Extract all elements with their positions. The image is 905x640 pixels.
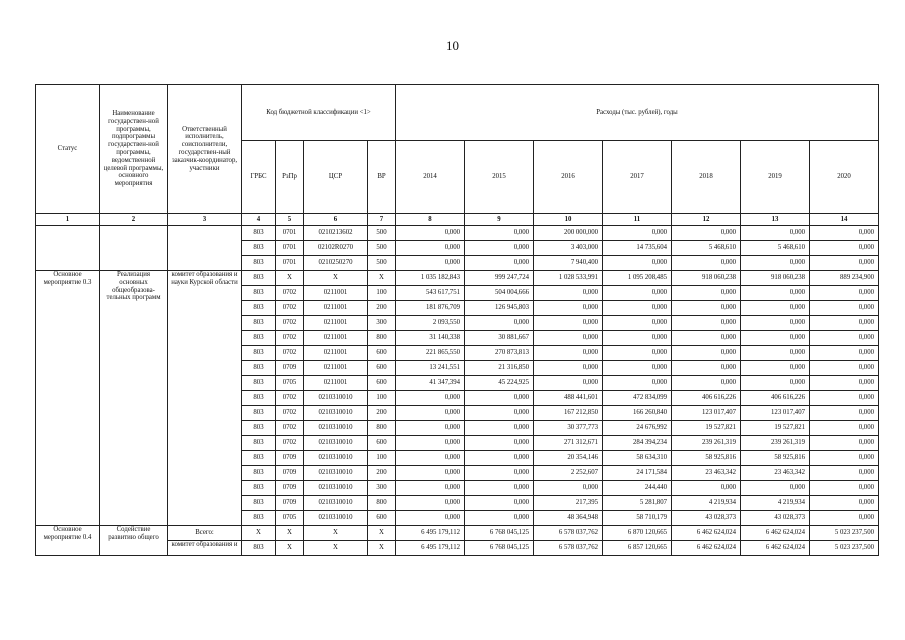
cell-csr: 02102R0270 (304, 241, 368, 256)
cell-rzpr: 0705 (276, 511, 304, 526)
cell-amount: 45 224,925 (465, 376, 534, 391)
cell-amount: 2 252,607 (534, 466, 603, 481)
cell-amount: 5 023 237,500 (810, 526, 879, 541)
cell-csr: 0210310010 (304, 451, 368, 466)
cell-amount: 0,000 (741, 331, 810, 346)
cell-amount: 5 468,610 (741, 241, 810, 256)
cell-vr: 600 (368, 346, 396, 361)
group-name: Содействие развитию общего (100, 526, 168, 556)
cell-amount: 6 462 624,024 (672, 541, 741, 556)
header-budget-code: Код бюджетной классификации <1> (242, 85, 396, 141)
cell-amount: 0,000 (603, 226, 672, 241)
cell-amount: 19 527,821 (741, 421, 810, 436)
cell-vr: X (368, 541, 396, 556)
cell-amount: 0,000 (396, 241, 465, 256)
cell-vr: 100 (368, 286, 396, 301)
cell-amount: 221 865,550 (396, 346, 465, 361)
cell-amount: 123 017,407 (741, 406, 810, 421)
cell-csr: 0210310010 (304, 391, 368, 406)
cell-amount: 58 925,816 (741, 451, 810, 466)
cell-csr: 0210310010 (304, 436, 368, 451)
column-number: 4 (242, 214, 276, 226)
cell-amount: 0,000 (672, 256, 741, 271)
cell-vr: X (368, 526, 396, 541)
cell-rzpr: 0701 (276, 226, 304, 241)
cell-amount: 0,000 (810, 241, 879, 256)
cell-amount: 0,000 (810, 481, 879, 496)
cell-grbs: 803 (242, 451, 276, 466)
cell-amount: 0,000 (741, 286, 810, 301)
cell-amount: 406 616,226 (672, 391, 741, 406)
cell-amount: 0,000 (741, 361, 810, 376)
cell-amount: 6 857 120,665 (603, 541, 672, 556)
cell-amount: 0,000 (810, 376, 879, 391)
cell-amount: 6 462 624,024 (672, 526, 741, 541)
cell-amount: 0,000 (396, 481, 465, 496)
cell-csr: 0210213602 (304, 226, 368, 241)
column-number: 10 (534, 214, 603, 226)
group-name: Реализация основных общеобразова-тельных программ (100, 271, 168, 526)
cell-vr: 800 (368, 496, 396, 511)
cell-amount: 0,000 (672, 226, 741, 241)
cell-amount: 0,000 (534, 346, 603, 361)
header-program-name: Наименование государствен-ной программы, подпрограммы государствен-ной программы, ведомственной целевой программы, основного мероприятия (100, 85, 168, 214)
cell-amount: 0,000 (672, 331, 741, 346)
header-year: 2015 (465, 141, 534, 214)
column-number: 14 (810, 214, 879, 226)
cell-csr: 0211001 (304, 286, 368, 301)
cell-amount: 0,000 (465, 421, 534, 436)
cell-amount: 0,000 (465, 466, 534, 481)
cell-amount: 2 093,550 (396, 316, 465, 331)
cell-amount: 13 241,551 (396, 361, 465, 376)
cell-amount: 0,000 (534, 316, 603, 331)
cell-rzpr: 0702 (276, 316, 304, 331)
cell-amount: 6 578 037,762 (534, 541, 603, 556)
cell-amount: 0,000 (672, 286, 741, 301)
cell-amount: 6 495 179,112 (396, 541, 465, 556)
cell-amount: 504 004,666 (465, 286, 534, 301)
cell-amount: 0,000 (741, 481, 810, 496)
cell-amount: 0,000 (810, 331, 879, 346)
cell-amount: 0,000 (465, 451, 534, 466)
group-executor-total: Всего: (168, 526, 242, 541)
group-status: Основное мероприятие 0.3 (36, 271, 100, 526)
cell-amount: 41 347,394 (396, 376, 465, 391)
cell-grbs: 803 (242, 466, 276, 481)
cell-amount: 0,000 (534, 361, 603, 376)
cell-amount: 406 616,226 (741, 391, 810, 406)
column-number: 2 (100, 214, 168, 226)
cell-amount: 23 463,342 (672, 466, 741, 481)
cell-amount: 0,000 (741, 346, 810, 361)
cell-amount: 6 870 120,665 (603, 526, 672, 541)
cell-amount: 24 676,992 (603, 421, 672, 436)
cell-rzpr: 0702 (276, 406, 304, 421)
cell-amount: 0,000 (672, 346, 741, 361)
cell-amount: 0,000 (603, 256, 672, 271)
cell-csr: 0210310010 (304, 466, 368, 481)
cell-rzpr: 0702 (276, 436, 304, 451)
cell-amount: 0,000 (396, 436, 465, 451)
header-year: 2014 (396, 141, 465, 214)
cell-amount: 5 468,610 (672, 241, 741, 256)
cell-amount: 6 462 624,024 (741, 541, 810, 556)
header-status: Статус (36, 85, 100, 214)
cell-rzpr: 0701 (276, 256, 304, 271)
cell-amount: 0,000 (465, 511, 534, 526)
cell-amount: 167 212,850 (534, 406, 603, 421)
cell-grbs: 803 (242, 481, 276, 496)
cell-vr: 300 (368, 481, 396, 496)
cell-amount: 0,000 (741, 256, 810, 271)
cell-csr: 0210310010 (304, 511, 368, 526)
cell-amount: 0,000 (810, 286, 879, 301)
cell-grbs: 803 (242, 346, 276, 361)
column-number: 11 (603, 214, 672, 226)
cell-vr: 200 (368, 466, 396, 481)
column-number: 9 (465, 214, 534, 226)
cell-amount: 6 768 045,125 (465, 541, 534, 556)
cell-rzpr: 0702 (276, 301, 304, 316)
cell-amount: 123 017,407 (672, 406, 741, 421)
cell-grbs: 803 (242, 361, 276, 376)
cell-rzpr: 0709 (276, 361, 304, 376)
column-number: 7 (368, 214, 396, 226)
cell-amount: 0,000 (672, 361, 741, 376)
cell-rzpr: 0702 (276, 286, 304, 301)
cell-amount: 0,000 (603, 361, 672, 376)
cell-vr: 800 (368, 331, 396, 346)
cell-amount: 270 873,813 (465, 346, 534, 361)
cell-amount: 58 925,816 (672, 451, 741, 466)
cell-rzpr: 0702 (276, 346, 304, 361)
cell-amount: 271 312,671 (534, 436, 603, 451)
cell-amount: 217,395 (534, 496, 603, 511)
cell-grbs: 803 (242, 331, 276, 346)
cell-amount: 7 940,400 (534, 256, 603, 271)
cell-rzpr: 0709 (276, 451, 304, 466)
empty-cell (36, 226, 100, 271)
cell-amount: 43 028,373 (741, 511, 810, 526)
cell-amount: 0,000 (810, 346, 879, 361)
group-executor: комитет образования и науки Курской области (168, 271, 242, 526)
cell-grbs: 803 (242, 286, 276, 301)
cell-amount: 0,000 (534, 331, 603, 346)
cell-csr: X (304, 541, 368, 556)
cell-amount: 0,000 (465, 406, 534, 421)
cell-amount: 0,000 (465, 436, 534, 451)
cell-amount: 6 578 037,762 (534, 526, 603, 541)
cell-csr: 0211001 (304, 316, 368, 331)
cell-vr: 200 (368, 406, 396, 421)
cell-amount: 0,000 (396, 451, 465, 466)
cell-amount: 0,000 (396, 226, 465, 241)
cell-vr: 600 (368, 436, 396, 451)
cell-amount: 3 403,000 (534, 241, 603, 256)
cell-rzpr: 0709 (276, 481, 304, 496)
header-executor: Ответственный исполнитель, соисполнители, государствен-ный заказчик-координатор, участники (168, 85, 242, 214)
header-year: 2016 (534, 141, 603, 214)
cell-amount: 0,000 (465, 256, 534, 271)
cell-amount: 0,000 (396, 496, 465, 511)
group-executor: комитет образования и (168, 541, 242, 556)
cell-amount: 0,000 (396, 406, 465, 421)
cell-vr: X (368, 271, 396, 286)
header-csr: ЦСР (304, 141, 368, 214)
column-number: 6 (304, 214, 368, 226)
cell-amount: 0,000 (810, 511, 879, 526)
cell-csr: 0211001 (304, 331, 368, 346)
cell-amount: 1 035 182,843 (396, 271, 465, 286)
cell-amount: 0,000 (465, 241, 534, 256)
cell-amount: 19 527,821 (672, 421, 741, 436)
header-year: 2019 (741, 141, 810, 214)
cell-rzpr: 0709 (276, 496, 304, 511)
header-year: 2020 (810, 141, 879, 214)
cell-amount: 31 140,338 (396, 331, 465, 346)
cell-amount: 5 281,807 (603, 496, 672, 511)
column-number: 12 (672, 214, 741, 226)
cell-amount: 0,000 (603, 376, 672, 391)
cell-amount: 999 247,724 (465, 271, 534, 286)
header-expenses: Расходы (тыс. рублей), годы (396, 85, 879, 141)
header-year: 2018 (672, 141, 741, 214)
header-vr: ВР (368, 141, 396, 214)
cell-amount: 0,000 (603, 331, 672, 346)
cell-amount: 918 060,238 (672, 271, 741, 286)
cell-amount: 0,000 (465, 391, 534, 406)
cell-amount: 21 316,850 (465, 361, 534, 376)
cell-amount: 0,000 (741, 316, 810, 331)
empty-cell (168, 226, 242, 271)
cell-amount: 30 881,667 (465, 331, 534, 346)
cell-amount: 0,000 (810, 256, 879, 271)
cell-rzpr: 0702 (276, 421, 304, 436)
cell-amount: 126 945,803 (465, 301, 534, 316)
cell-rzpr: 0702 (276, 391, 304, 406)
cell-amount: 543 617,751 (396, 286, 465, 301)
cell-amount: 23 463,342 (741, 466, 810, 481)
cell-vr: 800 (368, 421, 396, 436)
cell-amount: 284 394,234 (603, 436, 672, 451)
table-row (36, 271, 879, 286)
cell-grbs: 803 (242, 391, 276, 406)
cell-amount: 6 462 624,024 (741, 526, 810, 541)
cell-vr: 100 (368, 451, 396, 466)
cell-amount: 48 364,948 (534, 511, 603, 526)
column-numbers-row (36, 214, 879, 226)
cell-vr: 500 (368, 241, 396, 256)
cell-grbs: 803 (242, 436, 276, 451)
cell-grbs: 803 (242, 256, 276, 271)
cell-rzpr: X (276, 526, 304, 541)
cell-amount: 0,000 (810, 316, 879, 331)
cell-vr: 600 (368, 361, 396, 376)
cell-vr: 500 (368, 226, 396, 241)
cell-rzpr: X (276, 541, 304, 556)
cell-amount: 0,000 (603, 301, 672, 316)
cell-amount: 0,000 (534, 376, 603, 391)
cell-amount: 58 710,179 (603, 511, 672, 526)
cell-csr: 0210310010 (304, 421, 368, 436)
cell-amount: 0,000 (603, 346, 672, 361)
cell-csr: 0211001 (304, 301, 368, 316)
cell-grbs: 803 (242, 301, 276, 316)
cell-csr: X (304, 526, 368, 541)
cell-vr: 100 (368, 391, 396, 406)
cell-vr: 500 (368, 256, 396, 271)
cell-grbs: 803 (242, 406, 276, 421)
budget-table (35, 84, 879, 556)
cell-amount: 58 634,310 (603, 451, 672, 466)
cell-amount: 43 028,373 (672, 511, 741, 526)
cell-amount: 0,000 (534, 481, 603, 496)
header-rzpr: РзПр (276, 141, 304, 214)
cell-grbs: 803 (242, 376, 276, 391)
cell-rzpr: X (276, 271, 304, 286)
cell-rzpr: 0702 (276, 331, 304, 346)
cell-amount: 0,000 (672, 481, 741, 496)
cell-amount: 0,000 (810, 406, 879, 421)
cell-amount: 20 354,146 (534, 451, 603, 466)
cell-grbs: 803 (242, 511, 276, 526)
cell-amount: 166 260,840 (603, 406, 672, 421)
cell-amount: 0,000 (810, 466, 879, 481)
column-number: 13 (741, 214, 810, 226)
cell-csr: 0211001 (304, 361, 368, 376)
cell-grbs: 803 (242, 241, 276, 256)
cell-csr: X (304, 271, 368, 286)
cell-amount: 0,000 (810, 391, 879, 406)
cell-amount: 0,000 (810, 496, 879, 511)
cell-grbs: 803 (242, 496, 276, 511)
cell-amount: 889 234,900 (810, 271, 879, 286)
cell-amount: 200 000,000 (534, 226, 603, 241)
cell-amount: 0,000 (810, 226, 879, 241)
cell-grbs: 803 (242, 421, 276, 436)
cell-csr: 0210310010 (304, 406, 368, 421)
cell-amount: 0,000 (465, 316, 534, 331)
cell-amount: 5 023 237,500 (810, 541, 879, 556)
cell-amount: 0,000 (741, 226, 810, 241)
cell-csr: 0211001 (304, 376, 368, 391)
column-number: 1 (36, 214, 100, 226)
cell-amount: 24 171,584 (603, 466, 672, 481)
cell-amount: 918 060,238 (741, 271, 810, 286)
header-grbs: ГРБС (242, 141, 276, 214)
cell-amount: 1 028 533,991 (534, 271, 603, 286)
cell-amount: 0,000 (603, 316, 672, 331)
cell-amount: 1 095 208,485 (603, 271, 672, 286)
cell-csr: 0211001 (304, 346, 368, 361)
cell-amount: 6 495 179,112 (396, 526, 465, 541)
header-year: 2017 (603, 141, 672, 214)
cell-rzpr: 0705 (276, 376, 304, 391)
cell-amount: 0,000 (810, 451, 879, 466)
cell-amount: 4 219,934 (741, 496, 810, 511)
cell-amount: 244,440 (603, 481, 672, 496)
cell-amount: 0,000 (396, 511, 465, 526)
cell-amount: 239 261,319 (741, 436, 810, 451)
cell-grbs: 803 (242, 541, 276, 556)
column-number: 3 (168, 214, 242, 226)
table-row (36, 226, 879, 241)
cell-amount: 0,000 (810, 421, 879, 436)
cell-amount: 0,000 (465, 481, 534, 496)
cell-amount: 4 219,934 (672, 496, 741, 511)
cell-grbs: 803 (242, 271, 276, 286)
cell-amount: 14 735,604 (603, 241, 672, 256)
cell-amount: 181 876,709 (396, 301, 465, 316)
cell-grbs: 803 (242, 316, 276, 331)
cell-amount: 30 377,773 (534, 421, 603, 436)
cell-grbs: X (242, 526, 276, 541)
cell-vr: 300 (368, 316, 396, 331)
cell-rzpr: 0701 (276, 241, 304, 256)
cell-amount: 0,000 (810, 361, 879, 376)
table-row (36, 526, 879, 541)
column-number: 5 (276, 214, 304, 226)
cell-amount: 0,000 (465, 496, 534, 511)
empty-cell (100, 226, 168, 271)
cell-amount: 0,000 (534, 301, 603, 316)
cell-amount: 0,000 (672, 301, 741, 316)
cell-amount: 472 834,099 (603, 391, 672, 406)
cell-amount: 0,000 (603, 286, 672, 301)
cell-amount: 0,000 (396, 421, 465, 436)
cell-csr: 0210310010 (304, 496, 368, 511)
cell-amount: 0,000 (672, 376, 741, 391)
cell-amount: 0,000 (810, 436, 879, 451)
group-status: Основное мероприятие 0.4 (36, 526, 100, 556)
cell-csr: 0210250270 (304, 256, 368, 271)
page-number: 10 (446, 38, 459, 53)
cell-amount: 488 441,601 (534, 391, 603, 406)
cell-amount: 0,000 (534, 286, 603, 301)
cell-amount: 0,000 (741, 301, 810, 316)
cell-amount: 0,000 (396, 466, 465, 481)
cell-amount: 0,000 (396, 256, 465, 271)
cell-amount: 0,000 (672, 316, 741, 331)
cell-amount: 239 261,319 (672, 436, 741, 451)
column-number: 8 (396, 214, 465, 226)
cell-rzpr: 0709 (276, 466, 304, 481)
cell-amount: 6 768 045,125 (465, 526, 534, 541)
cell-amount: 0,000 (465, 226, 534, 241)
cell-vr: 600 (368, 511, 396, 526)
cell-csr: 0210310010 (304, 481, 368, 496)
cell-amount: 0,000 (741, 376, 810, 391)
cell-grbs: 803 (242, 226, 276, 241)
cell-vr: 200 (368, 301, 396, 316)
cell-amount: 0,000 (396, 391, 465, 406)
cell-amount: 0,000 (810, 301, 879, 316)
cell-vr: 600 (368, 376, 396, 391)
